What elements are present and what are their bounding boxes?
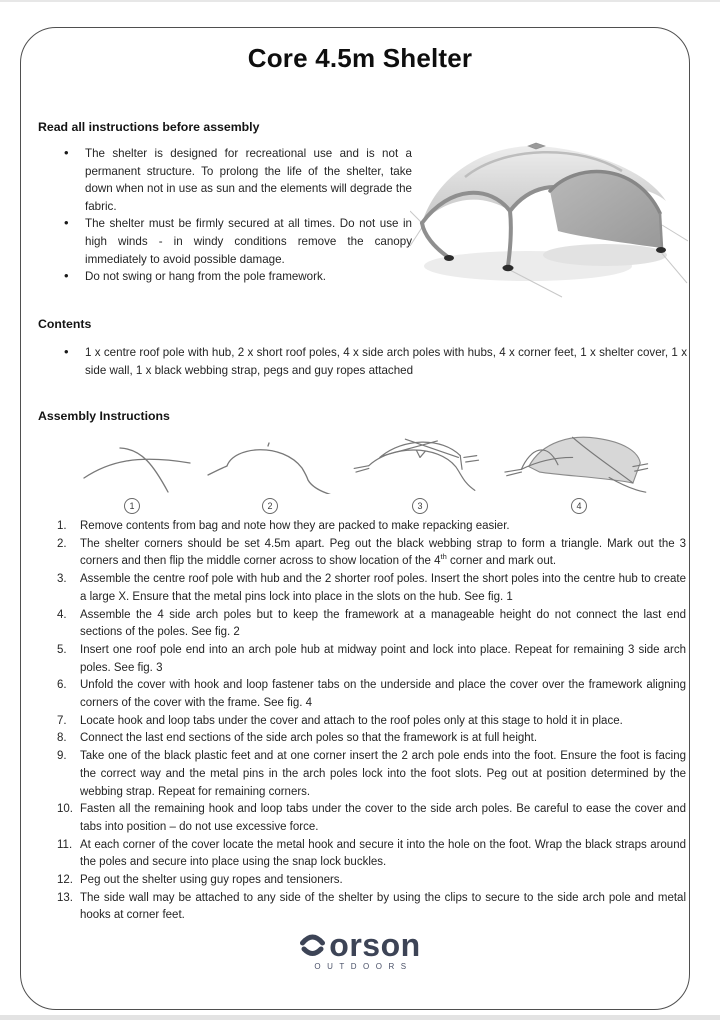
step-number: 11.: [57, 838, 73, 851]
warnings-list: [62, 145, 412, 286]
step-item: [57, 536, 686, 571]
step-number: 2.: [57, 537, 67, 550]
step-number: 3.: [57, 573, 67, 586]
step-text: At each corner of the cover locate the metal hook and secure it into the hole on the foot. Wrap the black straps around the poles and secure into place using the snap lock buckles.: [80, 838, 686, 869]
step-text: Take one of the black plastic feet and at one corner insert the 2 arch pole ends into the foot. Ensure the foot is facing the correct way and the metal pins in the arch poles lock into the foot slots. Peg out at position determined by the webbing strap. Repeat for remaining corners.: [80, 750, 686, 798]
step-text-superscript: th: [440, 552, 447, 562]
step-number: 12.: [57, 874, 73, 887]
step-text: Unfold the cover with hook and loop fastener tabs on the underside and place the cover over the framework aligning corners of the cover with the frame. See fig. 4: [80, 679, 686, 710]
figure-2: [204, 430, 336, 514]
step-item: [57, 890, 686, 925]
step-text: Insert one roof pole end into an arch pole hub at midway point and lock into place. Repeat for remaining 3 side arch poles. See fig. 3: [80, 643, 686, 674]
step-item: [57, 837, 686, 872]
contents-list: [62, 344, 687, 379]
warning-item: [62, 145, 412, 215]
contents-text: 1 x centre roof pole with hub, 2 x short roof poles, 4 x side arch poles with hubs, 4 x corner feet, 1 x shelter cover, 1 x side wall, 1 x black webbing strap, pegs and guy ropes attached: [85, 346, 687, 377]
warning-text: Do not swing or hang from the pole framework.: [85, 270, 327, 284]
step-item: [57, 571, 686, 606]
brand-tagline: OUTDOORS: [314, 962, 413, 971]
figure-number-badge: 1: [124, 498, 140, 514]
warnings-heading: Read all instructions before assembly: [38, 120, 260, 134]
step-number: 7.: [57, 714, 67, 727]
step-text: [80, 536, 686, 571]
step-item: [57, 607, 686, 642]
figure-4: [494, 430, 664, 514]
warning-item: [62, 215, 412, 268]
step-text-post: corner and mark out.: [446, 555, 557, 568]
figure-1: [68, 430, 196, 514]
brand-name: orson: [329, 927, 421, 963]
contents-heading: Contents: [38, 317, 92, 331]
step-number: 5.: [57, 643, 67, 656]
warning-item: [62, 268, 412, 286]
scan-edge-top: [0, 0, 720, 2]
step-text-pre: The shelter corners should be set 4.5m apart. Peg out the black webbing strap to form a triangle. Mark out the 3 corners and then flip the middle corner across to show location of the 4: [80, 537, 686, 568]
figure-number-badge: 2: [262, 498, 278, 514]
step-item: [57, 801, 686, 836]
step-number: 10.: [57, 803, 73, 816]
step-text: Connect the last end sections of the side arch poles so that the framework is at full height.: [80, 732, 538, 745]
step-item: [57, 730, 686, 748]
step-text: Locate hook and loop tabs under the cover and attach to the roof poles only at this stage to hold it in place.: [80, 714, 623, 727]
figure-3: [344, 430, 496, 514]
framework-diagram: [344, 430, 496, 494]
shelter-product-photo: [410, 133, 688, 303]
step-number: 1.: [57, 520, 67, 532]
step-item: [57, 748, 686, 801]
step-number: 8.: [57, 732, 67, 745]
brand-logo: [0, 927, 720, 971]
step-text: Assemble the 4 side arch poles but to keep the framework at a manageable height do not connect the last end sections of the poles. See fig. 2: [80, 608, 686, 639]
step-item: [57, 677, 686, 712]
page-title: Core 4.5m Shelter: [247, 43, 473, 73]
cover-on-frame-diagram: [494, 430, 664, 494]
step-item: [57, 713, 686, 731]
step-number: 13.: [57, 891, 73, 904]
step-number: 4.: [57, 608, 67, 621]
warning-text: The shelter must be firmly secured at all times. Do not use in high winds - in windy conditions remove the canopy immediately to avoid possible damage.: [85, 217, 412, 266]
orson-logo-icon: [299, 930, 326, 960]
assembly-heading: Assembly Instructions: [38, 409, 170, 423]
warning-text: The shelter is designed for recreational use and is not a permanent structure. To prolong the life of the shelter, take down when not in use as sun and the elements will degrade the fabric.: [85, 147, 412, 213]
step-number: 9.: [57, 750, 67, 763]
scan-edge-bottom: [0, 1015, 720, 1020]
figure-number-badge: 3: [412, 498, 428, 514]
step-number: 6.: [57, 679, 67, 692]
contents-item: [62, 344, 687, 379]
assembly-steps-list: [57, 518, 686, 925]
step-text: Remove contents from bag and note how they are packed to make repacking easier.: [80, 520, 510, 532]
crossed-roof-poles-diagram: [68, 430, 196, 494]
step-text: Assemble the centre roof pole with hub and the 2 shorter roof poles. Insert the short poles into the centre hub to create a large X. Ensure that the metal pins lock into place in the slots on the hub. See fig. 1: [80, 573, 686, 603]
step-item: [57, 872, 686, 890]
step-item: [57, 518, 686, 536]
figure-number-badge: 4: [571, 498, 587, 514]
step-text: Peg out the shelter using guy ropes and tensioners.: [80, 874, 343, 887]
step-text: Fasten all the remaining hook and loop tabs under the cover to the side arch poles. Be careful to ease the cover and tabs into position – do not use excessive force.: [80, 803, 686, 833]
step-item: [57, 642, 686, 677]
step-text: The side wall may be attached to any side of the shelter by using the clips to secure to the side arch pole and metal hooks at corner feet.: [80, 891, 686, 922]
side-arch-diagram: [204, 430, 336, 494]
